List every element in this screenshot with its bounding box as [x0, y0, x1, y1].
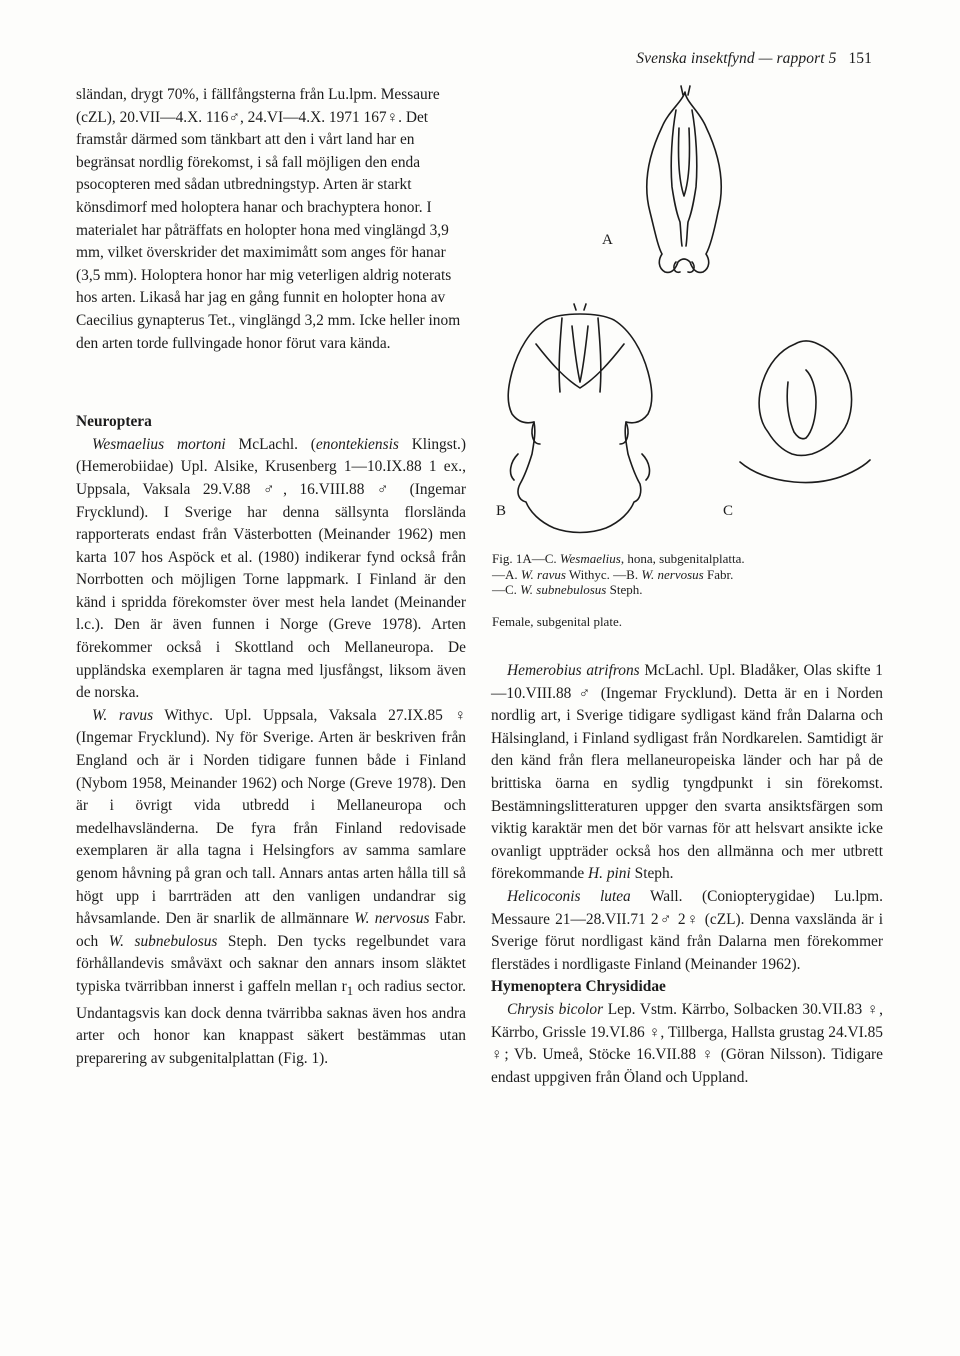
text-run: Withyc. —B. [565, 566, 642, 582]
intro-paragraph [76, 84, 466, 355]
text-run: Steph. Den tycks regelbundet vara förhållandevis småväxt och saknar den annars insom släktet typiska tvärribban innerst i gaffeln mellan r [76, 932, 466, 995]
figure-drawing-c [723, 341, 870, 519]
text-run: Fig. 1A—C. [492, 551, 560, 566]
left-column [76, 84, 466, 1070]
text-run: Lep. Vstm. Kärrbo, Solbacken 30.VII.83 ♀, Kärrbo, Grissle 19.VI.86 ♀, Tillberga, Hallsta grustag 24.VI.85 ♀; Vb. Umeå, Stöcke 16.VII.88 ♀ (Göran Nilsson). Tidigare endast uppgiven från Öland och Uppland. [491, 1000, 884, 1086]
subscript: 1 [346, 984, 354, 999]
species-name: Hemerobius atrifrons [507, 662, 640, 679]
text-run: Steph. [630, 865, 674, 883]
text-run: McLachl. ( [225, 435, 316, 453]
species-name: Chrysis bicolor [507, 1000, 604, 1018]
figure-label-c: C [723, 503, 734, 519]
species-name: H. pini [588, 865, 631, 883]
figure-drawing-b [496, 304, 652, 533]
figure-caption [492, 551, 872, 629]
figure-subgenital-plates [490, 82, 880, 542]
species-name: W. nervosus [354, 910, 430, 928]
figure-label-b: B [496, 503, 507, 519]
synonym-name: enontekiensis [315, 435, 399, 453]
text-run: och radius sector. Undantagsvis kan dock denna tvärribba saknas även hos andra arter och honor kan knappast säkert bestämmas utan preparering av subgenitalplattan (Fig. 1). [76, 977, 467, 1067]
caption-line-3 [492, 582, 872, 598]
text-run: Klingst.) (Hemerobiidae) Upl. Alsike, Krusenberg 1—10.IX.88 1 ex., Uppsala, Vaksala 29.V.88 ♂, 16.VIII.88 ♂ (Ingemar Frycklund). I Sverige har denna sällsynta florslända rapporterats endast från Västerbotten (Meinander 1962) men karta 107 hos Aspöck et al. (1980) indikerar fynd också från Norrbotten och möjligen Torne lappmark. I Finland är den känd i spridda förekomster över mest hela landet (Meinander l.c.). Den är även funnen i Norge (Greve 1978). Arten förekommer också i Skottland och Mellaneuropa. De uppländska exemplaren är tagna med ljusfångst, liksom även de norska. [76, 435, 466, 702]
species-name: W. ravus [520, 566, 566, 582]
text-run: Fabr. och [76, 910, 467, 950]
journal-title: Svenska insektfynd — rapport 5 [636, 50, 837, 67]
paragraph-chrysis-bicolor [491, 999, 883, 1089]
species-name: Wesmaelius mortoni [92, 435, 226, 453]
paragraph-hemerobius-atrifrons [491, 660, 883, 886]
page-number: 151 [848, 50, 872, 67]
text-run: Wall. (Coniopterygidae) Lu.lpm. Messaure 21—28.VII.71 2♂ 2♀ (cZL). Denna vaxslända är i Sverige förut nordligast känd från Dalarna men förekommer flerstädes i nordligaste Finland (Meinander 1962). [491, 887, 883, 973]
species-name: W. subnebulosus [520, 582, 607, 597]
text-run: Fabr. [703, 566, 734, 582]
paragraph-wesmaelius-ravus [76, 705, 466, 1071]
text-run: —C. [492, 582, 521, 597]
figure-label-a: A [602, 232, 613, 248]
text-run: Withyc. Upl. Uppsala, Vaksala 27.IX.85 ♀ (Ingemar Frycklund). Ny för Sverige. Arten är beskriven från England och är i Norden tidigare funnen både i Finland (Nybom 1958, Meinander 1962) och Norge (Greve 1978). Den är i övrigt vida utbredd i Mellaneuropa och medelhavsländerna. De fyra från Finland redovisade exemplaren är alla tagna i Helsingfors av samma samlare genom håvning på gran och tall. Annars antas arten hålla till så högt upp i barrträden att den vanligen undandrar sig håvsamlande. Den är snarlik de allmännare [76, 706, 466, 928]
species-name: Helicoconis lutea [507, 887, 631, 905]
paragraph-helicoconis-lutea [491, 886, 883, 976]
right-column [491, 660, 883, 1089]
caption-line-1 [492, 551, 872, 567]
caption-english: Female, subgenital plate. [492, 613, 622, 629]
species-name: W. subnebulosus [108, 932, 218, 950]
neuroptera-section [76, 411, 466, 1070]
paragraph-wesmaelius-mortoni [76, 434, 466, 705]
intro-text: sländan, drygt 70%, i fällfångsterna från Lu.lpm. Messaure (cZL), 20.VII—4.X. 116♂, 24.VI—4.X. 1971 167♀. Det framstår därmed som tänkbart att den i vårt land har en begränsat nordlig förekomst, i så fall möjligen den enda psocopteren med sådan utbredningstyp. Arten är starkt könsdimorf med holoptera hanar och brachyptera honor. I materialet har påträffats en holopter hona med vinglängd 3,9 mm, vilket överskrider det maximimått som anges för hanar (3,5 mm). Holoptera honor har mig veterligen aldrig noterats hos arten. Likaså har jag en gång funnit en holopter hona av Caecilius gynapterus Tet., vinglängd 3,2 mm. Icke heller inom den arten torde fullvingade honor förut vara kända. [76, 86, 461, 352]
figure-drawing-a [602, 86, 721, 272]
section-heading-hymenoptera: Hymenoptera Chrysididae [491, 978, 666, 996]
caption-line-2 [492, 567, 872, 583]
species-name: W. nervosus [641, 566, 704, 582]
running-header [636, 50, 872, 68]
section-heading-neuroptera: Neuroptera [76, 413, 152, 431]
text-run: —A. [492, 566, 521, 582]
text-run: Steph. [606, 582, 643, 597]
text-run: McLachl. Upl. Bladåker, Olas skifte 1—10.VIII.88 ♂ (Ingemar Frycklund). Detta är en i Norden nordlig art, i Sverige tidigare sydligast känd från Dalarna och Hälsingland, i Finland sydligast från Nordkarelen. Samtidigt är den känd från flera mellaneuropeiska länder och har på de brittiska öarna en sydlig tyngdpunkt i sin förekomst. Bestämningslitteraturen uppger den svarta ansiktsfärgen som viktig karaktär men det bör varnas för att helsvart ansikte icke ovanligt uppträder också hos den allmänna och mer utbrett förekommande [491, 662, 883, 883]
species-name: W. ravus [92, 706, 154, 724]
genus-name: Wesmaelius [559, 551, 621, 566]
text-run: , hona, subgenitalplatta. [620, 551, 745, 566]
